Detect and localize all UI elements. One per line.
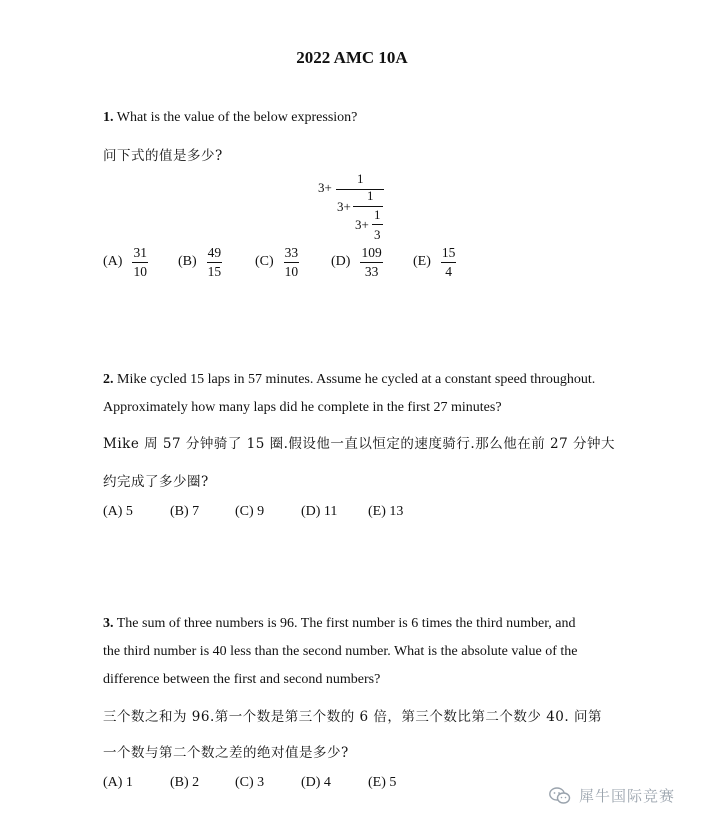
fraction-denominator: 10: [284, 263, 299, 279]
fraction-denominator: 15: [207, 263, 222, 279]
q2-choice-a[interactable]: (A) 5: [103, 504, 133, 519]
q2-number: 2.: [103, 372, 114, 387]
fraction-numerator: 15: [441, 245, 456, 260]
fraction-bar: [207, 262, 223, 263]
choice-fraction: [360, 246, 382, 278]
q1-prompt-cn: 问下式的值是多少?: [103, 148, 223, 164]
cf-lead-2: 3+: [337, 199, 351, 214]
fraction-bar: [360, 262, 382, 263]
q2-prompt-line-2: Approximately how many laps did he complete in the first 27 minutes?: [103, 400, 502, 415]
q1-choice-e[interactable]: [413, 246, 456, 278]
fraction-bar: [132, 262, 148, 263]
fraction-denominator: 33: [364, 263, 379, 279]
q2-choice-e[interactable]: (E) 13: [368, 504, 404, 519]
choice-fraction: [441, 246, 457, 278]
choice-label: (E): [413, 254, 431, 269]
fraction-denominator: 4: [445, 263, 453, 279]
q3-prompt-line-3: difference between the first and second numbers?: [103, 672, 381, 687]
fraction-numerator: 109: [361, 245, 382, 260]
choice-label: (C): [255, 254, 274, 269]
q1-number: 1.: [103, 110, 114, 125]
cf-denominator-3: 3: [374, 227, 381, 242]
cf-bar-1: [336, 189, 384, 190]
fraction-numerator: 31: [133, 245, 147, 260]
q2-prompt-cn-1: Mike 周 57 分钟骑了 15 圈.假设他一直以恒定的速度骑行.那么他在前 27 分钟大: [103, 436, 615, 452]
q3-prompt-cn-2: 一个数与第二个数之差的绝对值是多少?: [103, 745, 349, 761]
q1-choice-a[interactable]: [103, 246, 148, 278]
q1-choice-c[interactable]: [255, 246, 299, 278]
q3-number: 3.: [103, 616, 114, 631]
q3-choice-e[interactable]: (E) 5: [368, 775, 397, 790]
fraction-bar: [441, 262, 457, 263]
q3-prompt-line-1: [103, 616, 576, 632]
watermark-text: 犀牛国际竞赛: [579, 787, 676, 805]
q3-choice-b[interactable]: (B) 2: [170, 775, 200, 790]
choice-fraction: [207, 246, 223, 278]
q3-prompt-cn-1: 三个数之和为 96.第一个数是第三个数的 6 倍，第三个数比第二个数少 40. 问第: [103, 709, 602, 725]
q3-choice-d[interactable]: (D) 4: [301, 775, 331, 790]
q3-text-1: The sum of three numbers is 96. The first number is 6 times the third number, and: [113, 616, 576, 631]
fraction-denominator: 10: [133, 263, 147, 279]
cf-numerator-3: 1: [374, 207, 381, 222]
q2-prompt-cn-2: 约完成了多少圈?: [103, 474, 209, 490]
q2-prompt-line-1: [103, 372, 595, 388]
q3-choice-c[interactable]: (C) 3: [235, 775, 265, 790]
cf-numerator-2: 1: [367, 188, 374, 203]
q2-choice-b[interactable]: (B) 7: [170, 504, 200, 519]
q2-text-1: Mike cycled 15 laps in 57 minutes. Assume he cycled at a constant speed throughout.: [113, 372, 596, 387]
cf-lead-1: 3+: [318, 180, 332, 195]
cf-bar-3: [372, 224, 383, 225]
watermark: [549, 785, 675, 806]
page-title: 2022 AMC 10A: [296, 48, 408, 67]
q1-prompt: [103, 110, 357, 126]
choice-label: (D): [331, 254, 351, 269]
q3-choice-a[interactable]: (A) 1: [103, 775, 133, 790]
q2-choice-c[interactable]: (C) 9: [235, 504, 265, 519]
choice-label: (B): [178, 254, 197, 269]
q1-choice-b[interactable]: [178, 246, 222, 278]
choice-fraction: [132, 246, 148, 278]
q1-text: What is the value of the below expression?: [113, 110, 358, 125]
fraction-bar: [284, 262, 300, 263]
wechat-icon: [549, 787, 571, 805]
q2-choice-d[interactable]: (D) 11: [301, 504, 338, 519]
q1-choice-d[interactable]: [331, 246, 383, 278]
cf-numerator-1: 1: [357, 171, 364, 186]
choice-label: (A): [103, 254, 123, 269]
choice-fraction: [284, 246, 300, 278]
fraction-numerator: 49: [207, 245, 222, 260]
fraction-numerator: 33: [284, 245, 299, 260]
cf-lead-3: 3+: [355, 217, 369, 232]
q3-prompt-line-2: the third number is 40 less than the second number. What is the absolute value of the: [103, 644, 578, 659]
